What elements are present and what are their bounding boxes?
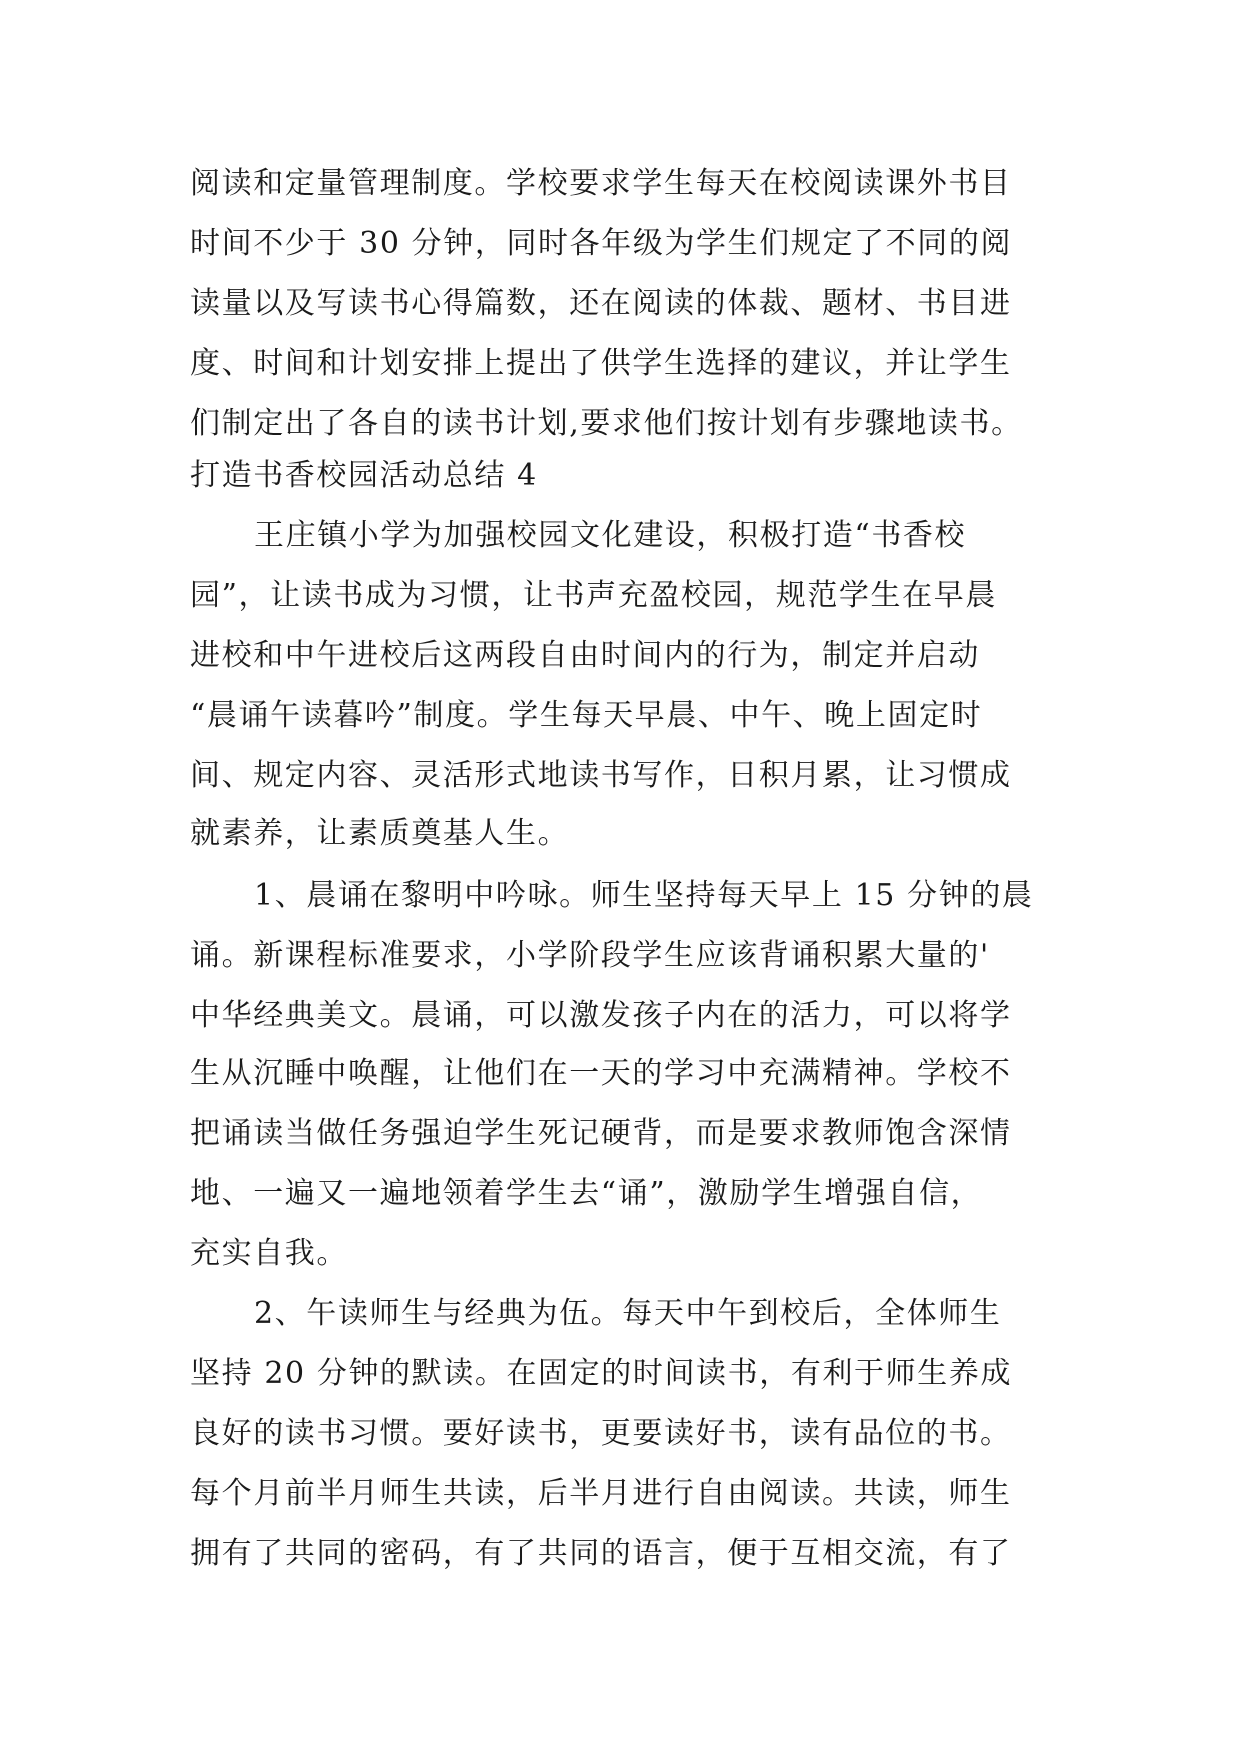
body-text-line: 诵。新课程标准要求，小学阶段学生应该背诵积累大量的' [190, 938, 990, 973]
body-text-line: 读量以及写读书心得篇数，还在阅读的体裁、题材、书目进 [190, 286, 1012, 321]
body-text-line: 进校和中午进校后这两段自由时间内的行为，制定并启动 [190, 638, 980, 673]
body-text-line: 度、时间和计划安排上提出了供学生选择的建议，并让学生 [190, 346, 1012, 381]
body-text-line: 园”，让读书成为习惯，让书声充盈校园，规范学生在早晨 [190, 578, 997, 613]
body-text-line: “晨诵午读暮吟”制度。学生每天早晨、中午、晚上固定时 [190, 698, 983, 733]
body-text-line: 们制定出了各自的读书计划,要求他们按计划有步骤地读书。 [190, 406, 1023, 441]
body-text-line: 坚持 20 分钟的默读。在固定的时间读书，有利于师生养成 [190, 1356, 1013, 1391]
body-text-line: 中华经典美文。晨诵，可以激发孩子内在的活力，可以将学 [190, 998, 1012, 1033]
paragraph-first-line: 1、晨诵在黎明中吟咏。师生坚持每天早上 15 分钟的晨 [254, 878, 1034, 913]
body-text-line: 充实自我。 [190, 1236, 348, 1271]
body-text-line: 把诵读当做任务强迫学生死记硬背，而是要求教师饱含深情 [190, 1116, 1012, 1151]
body-text-line: 每个月前半月师生共读，后半月进行自由阅读。共读，师生 [190, 1476, 1012, 1511]
paragraph-first-line: 王庄镇小学为加强校园文化建设，积极打造“书香校 [254, 518, 967, 553]
body-text-line: 时间不少于 30 分钟，同时各年级为学生们规定了不同的阅 [190, 226, 1013, 261]
body-text-line: 拥有了共同的密码，有了共同的语言，便于互相交流，有了 [190, 1536, 1012, 1571]
body-text-line: 生从沉睡中唤醒，让他们在一天的学习中充满精神。学校不 [190, 1056, 1012, 1091]
body-text-line: 阅读和定量管理制度。学校要求学生每天在校阅读课外书目 [190, 166, 1012, 201]
body-text-line: 良好的读书习惯。要好读书，更要读好书，读有品位的书。 [190, 1416, 1012, 1451]
body-text-line: 就素养，让素质奠基人生。 [190, 816, 570, 851]
paragraph-first-line: 2、午读师生与经典为伍。每天中午到校后，全体师生 [254, 1296, 1002, 1331]
body-text-line: 地、一遍又一遍地领着学生去“诵”，激励学生增强自信， [190, 1176, 983, 1211]
section-heading: 打造书香校园活动总结 4 [190, 458, 538, 493]
body-text-line: 间、规定内容、灵活形式地读书写作，日积月累，让习惯成 [190, 758, 1012, 793]
